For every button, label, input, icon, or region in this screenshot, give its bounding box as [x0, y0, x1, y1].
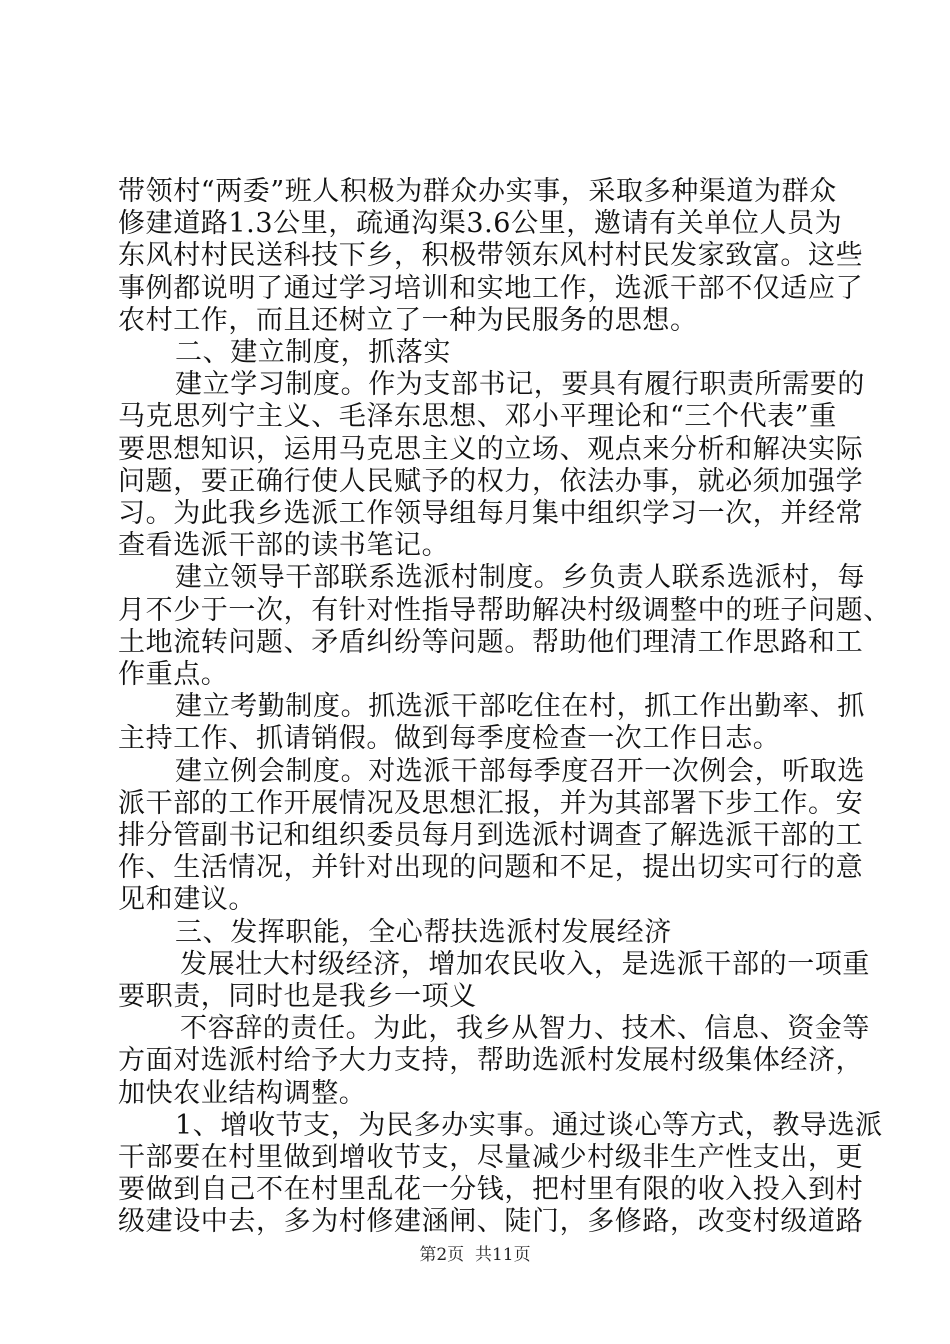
- text-line: 查看选派干部的读书笔记。: [118, 530, 450, 562]
- text-line: 作重点。: [118, 659, 229, 690]
- text-line: 东风村村民送科技下乡，积极带领东风村村民发家致富。这些: [118, 240, 864, 272]
- text-line: 主持工作、抓请销假。做到每季度检查一次工作日志。: [118, 723, 781, 755]
- text-line: 作、生活情况，并针对出现的问题和不足，提出切实可行的意: [118, 852, 864, 884]
- page-number: 第2页 共11页: [419, 1245, 531, 1265]
- text-line: 习。为此我乡选派工作领导组每月集中组织学习一次，并经常: [118, 498, 864, 529]
- text-line: 建立考勤制度。抓选派干部吃住在村，抓工作出勤率、抓: [175, 691, 865, 723]
- text-line: 方面对选派村给予大力支持，帮助选派村发展村级集体经济，: [118, 1045, 864, 1077]
- text-line: 干部要在村里做到增收节支，尽量减少村级非生产性支出，更: [118, 1142, 864, 1173]
- text-line: 不容辞的责任。为此，我乡从智力、技术、信息、资金等: [180, 1013, 870, 1045]
- text-line: 建立例会制度。对选派干部每季度召开一次例会，听取选: [175, 755, 865, 787]
- text-line: 马克思列宁主义、毛泽东思想、邓小平理论和“三个代表”重: [118, 401, 837, 433]
- text-line: 要职责，同时也是我乡一项义: [118, 981, 477, 1012]
- text-line: 月不少于一次，有针对性指导帮助解决村级调整中的班子问题、: [118, 594, 891, 626]
- text-line: 事例都说明了通过学习培训和实地工作，选派干部不仅适应了: [118, 272, 864, 304]
- page-footer: [0, 1240, 950, 1265]
- text-line: 农村工作，而且还树立了一种为民服务的思想。: [118, 304, 698, 336]
- text-line: 派干部的工作开展情况及思想汇报，并为其部署下步工作。安: [118, 787, 864, 819]
- text-line: 要做到自己不在村里乱花一分钱，把村里有限的收入投入到村: [118, 1174, 864, 1206]
- text-line: 土地流转问题、矛盾纠纷等问题。帮助他们理清工作思路和工: [118, 626, 864, 658]
- text-line: 1、增收节支，为民多办实事。通过谈心等方式，教导选派: [175, 1109, 883, 1141]
- text-line: 带领村“两委”班人积极为群众办实事，采取多种渠道为群众: [118, 176, 837, 207]
- text-line: 级建设中去，多为村修建涵闸、陡门，多修路，改变村级道路: [118, 1206, 864, 1238]
- text-line: 修建道路1.3公里，疏通沟渠3.6公里，邀请有关单位人员为: [118, 208, 843, 240]
- text-line: 问题，要正确行使人民赋予的权力，依法办事，就必须加强学: [118, 465, 864, 497]
- text-line: 发展壮大村级经济，增加农民收入，是选派干部的一项重: [180, 948, 870, 980]
- text-line: 建立学习制度。作为支部书记，要具有履行职责所需要的: [175, 369, 865, 401]
- section-heading: 二、建立制度，抓落实: [175, 337, 451, 368]
- text-line: 排分管副书记和组织委员每月到选派村调查了解选派干部的工: [118, 820, 864, 851]
- text-line: 见和建议。: [118, 884, 256, 916]
- text-line: 加快农业结构调整。: [118, 1077, 367, 1109]
- text-line: 建立领导干部联系选派村制度。乡负责人联系选派村，每: [175, 562, 865, 594]
- text-line: 要思想知识，运用马克思主义的立场、观点来分析和解决实际: [118, 433, 864, 465]
- section-heading: 三、发挥职能，全心帮扶选派村发展经济: [175, 916, 672, 948]
